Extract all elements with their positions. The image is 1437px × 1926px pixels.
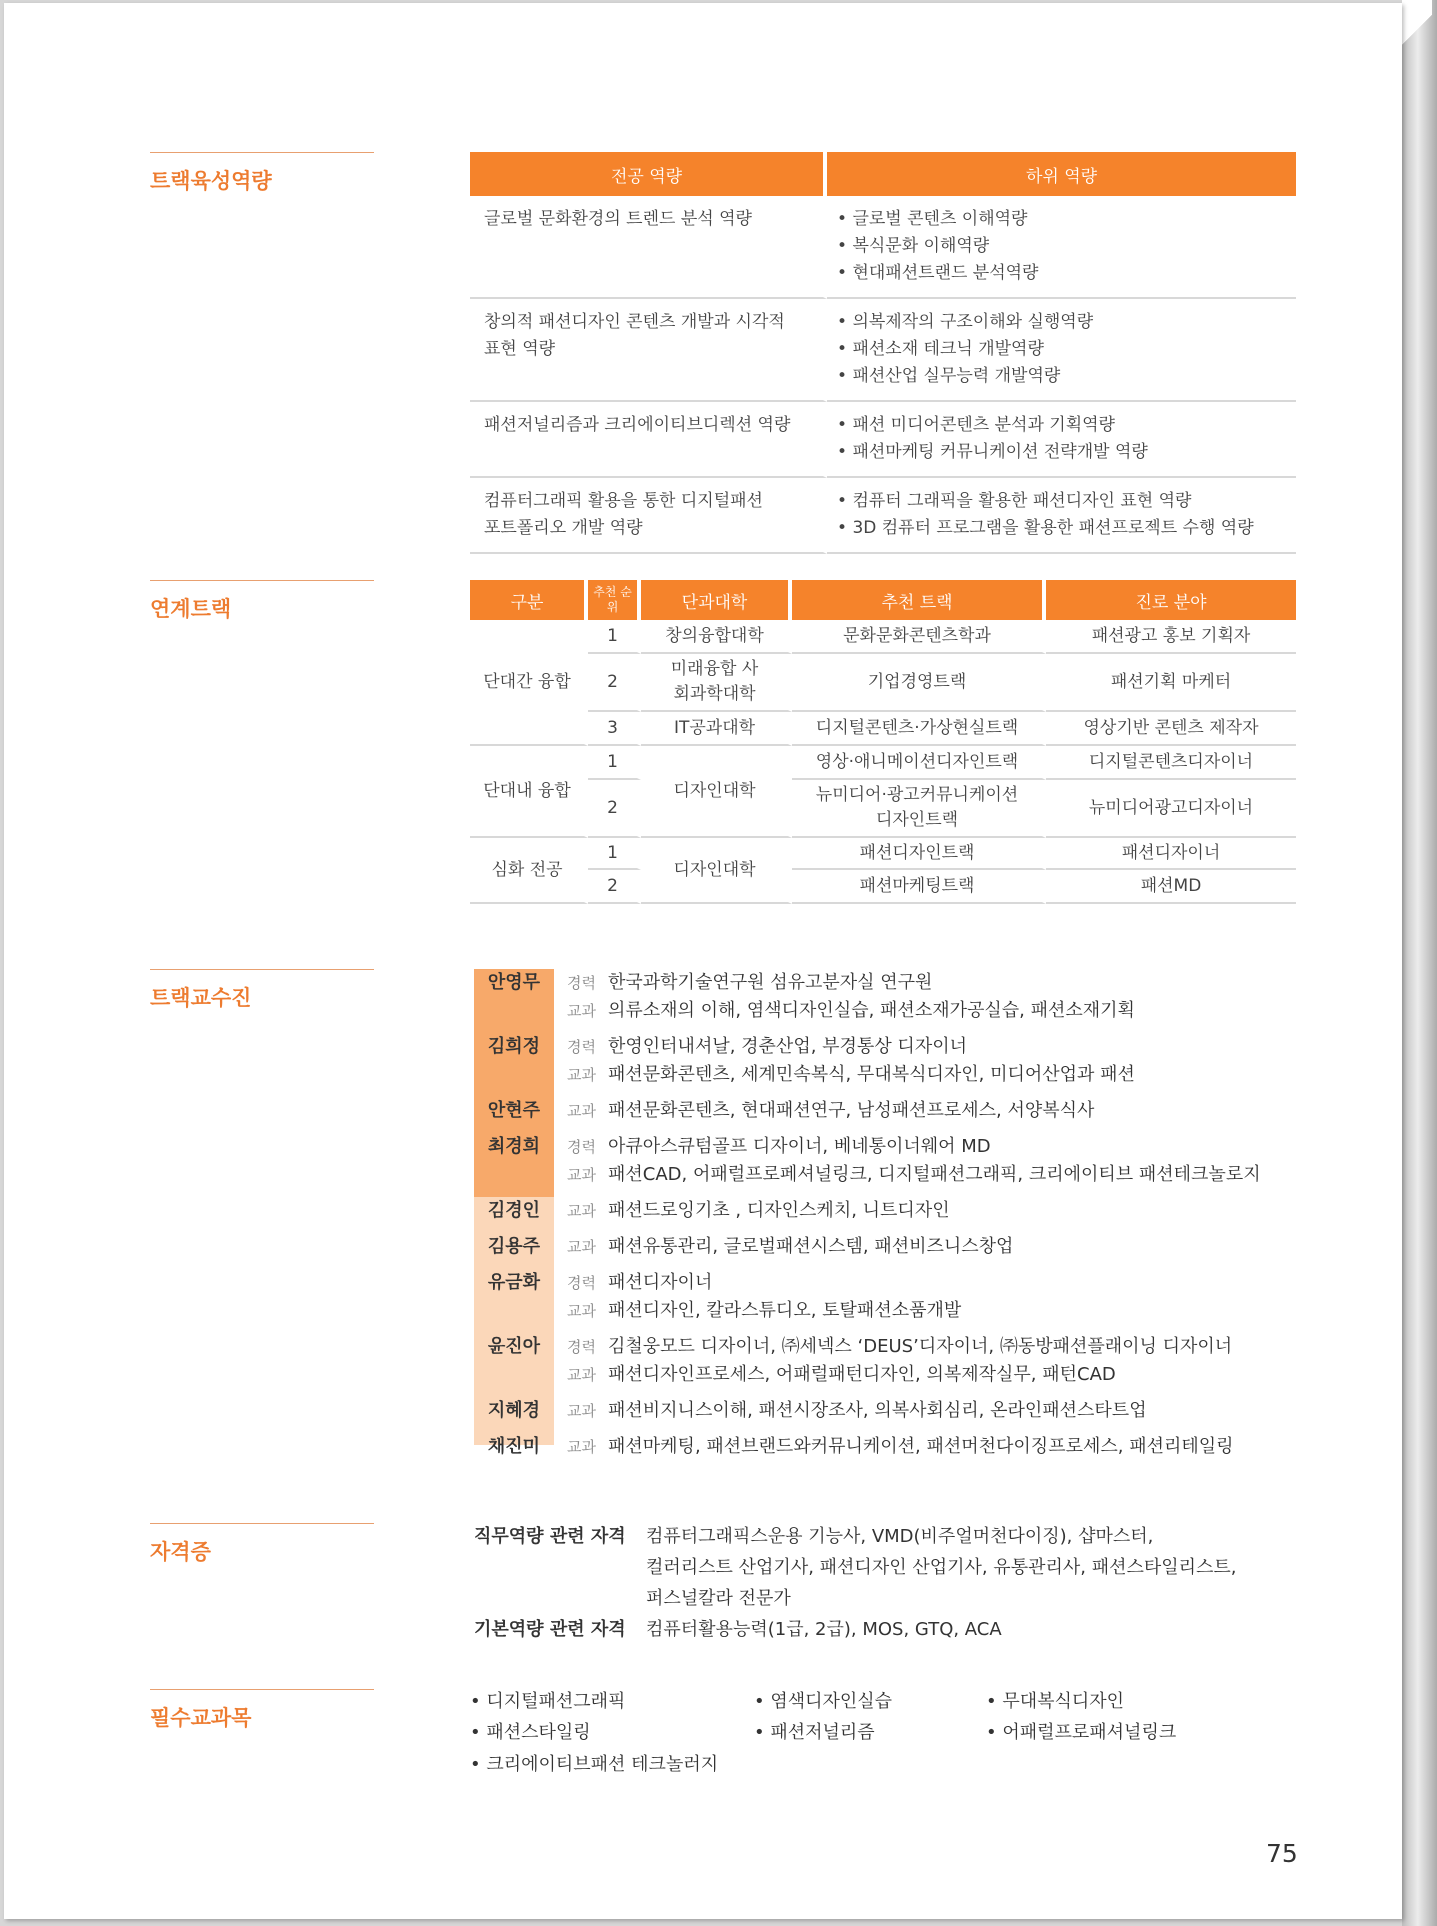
faculty-courses: 패션비지니스이해, 패션시장조사, 의복사회심리, 온라인패션스타트업 <box>608 1400 1147 1421</box>
faculty-row <box>474 1033 1294 1061</box>
faculty-row <box>474 1233 1294 1261</box>
required-course: • 어패럴프로패셔널링크 <box>986 1718 1176 1744</box>
section-rule <box>150 969 374 970</box>
track-cell: 패션디자인트랙 <box>792 838 1046 870</box>
faculty-courses: 의류소재의 이해, 염색디자인실습, 패션소재가공실습, 패션소재기획 <box>608 1000 1135 1021</box>
faculty-courses: 패션CAD, 어패럴프로페셔널링크, 디지털패션그래픽, 크리에이티브 패션테크놀로지 <box>608 1164 1261 1185</box>
rank-cell: 1 <box>588 838 641 870</box>
sub-competency: • 의복제작의 구조이해와 실행역량 <box>837 309 1282 336</box>
faculty-rows <box>474 969 1294 1461</box>
faculty-career: 한영인터내셔날, 경춘산업, 부경통상 디자이너 <box>608 1036 967 1057</box>
basic-cert-label: 기본역량 관련 자격 <box>474 1619 626 1640</box>
course-tag: 교과 <box>567 1202 596 1220</box>
major-competency: 포트폴리오 개발 역량 <box>484 518 643 538</box>
college-text: 미래융합 사회과학대학 <box>670 659 759 704</box>
faculty-name: 김용주 <box>487 1236 541 1257</box>
faculty-row <box>474 1361 1294 1389</box>
career-cell: 패션기획 마케터 <box>1046 654 1296 712</box>
table-row <box>470 746 1296 780</box>
table-row <box>470 654 1296 712</box>
sub-competency: • 패션소재 테크닉 개발역량 <box>837 336 1282 363</box>
career-cell: 패션광고 홍보 기획자 <box>1046 620 1296 654</box>
section-rule <box>150 1689 374 1690</box>
table-row <box>470 838 1296 870</box>
sub-competency: • 패션마케팅 커뮤니케이션 전략개발 역량 <box>837 439 1282 466</box>
faculty-name: 채진미 <box>487 1436 541 1457</box>
page-number: 75 <box>1266 1839 1298 1868</box>
faculty-courses: 패션문화콘텐츠, 현대패션연구, 남성패션프로세스, 서양복식사 <box>608 1100 1095 1121</box>
faculty-name: 김경인 <box>487 1200 541 1221</box>
course-tag: 교과 <box>567 1102 596 1120</box>
required-course: • 무대복식디자인 <box>986 1687 1124 1713</box>
career-tag: 경력 <box>567 1338 596 1356</box>
faculty-row <box>474 997 1294 1025</box>
faculty-courses: 패션문화콘텐츠, 세계민속복식, 무대복식디자인, 미디어산업과 패션 <box>608 1064 1135 1085</box>
faculty-name: 김희정 <box>487 1036 541 1057</box>
sub-competency: • 글로벌 콘텐츠 이해역량 <box>837 206 1282 233</box>
major-competency: 컴퓨터그래픽 활용을 통한 디지털패션 <box>484 491 763 511</box>
college-cell: 디자인대학 <box>641 746 792 838</box>
college-cell: 디자인대학 <box>641 838 792 904</box>
course-tag: 교과 <box>567 1066 596 1084</box>
career-cell: 패션MD <box>1046 870 1296 904</box>
career-cell: 패션디자이너 <box>1046 838 1296 870</box>
group-cell: 단대간 융합 <box>470 620 588 746</box>
faculty-career: 패션디자이너 <box>608 1272 713 1293</box>
job-cert-list <box>646 1521 1237 1614</box>
table-row <box>470 402 1296 478</box>
group-cell: 단대내 융합 <box>470 746 588 838</box>
career-tag: 경력 <box>567 1038 596 1056</box>
rank-cell: 3 <box>588 712 641 746</box>
track-cell: 영상·애니메이션디자인트랙 <box>792 746 1046 780</box>
track-text: 뉴미디어·광고커뮤니케이션 디자인트랙 <box>815 785 1019 830</box>
faculty-row <box>474 1061 1294 1089</box>
sub-competency: • 현대패션트랜드 분석역량 <box>837 260 1282 287</box>
sub-competency: • 3D 컴퓨터 프로그램을 활용한 패션프로젝트 수행 역량 <box>837 515 1282 542</box>
faculty-name: 최경희 <box>487 1136 541 1157</box>
course-tag: 교과 <box>567 1402 596 1420</box>
faculty-name: 안현주 <box>487 1100 541 1121</box>
rank-cell: 2 <box>588 870 641 904</box>
track-cell: 문화문화콘텐츠학과 <box>792 620 1046 654</box>
rank-cell: 1 <box>588 620 641 654</box>
course-tag: 교과 <box>567 1166 596 1184</box>
linked-track-table <box>470 580 1296 904</box>
major-competency: 글로벌 문화환경의 트렌드 분석 역량 <box>484 209 752 229</box>
major-competency: 표현 역량 <box>484 339 556 359</box>
faculty-row <box>474 1133 1294 1161</box>
track-cell: 기업경영트랙 <box>792 654 1046 712</box>
track-cell <box>792 780 1046 838</box>
rank-cell: 1 <box>588 746 641 780</box>
required-course: • 염색디자인실습 <box>754 1687 892 1713</box>
section-title-certs: 자격증 <box>150 1540 211 1564</box>
faculty-row <box>474 1397 1294 1425</box>
faculty-row <box>474 1097 1294 1125</box>
track-cell: 디지털콘텐츠·가상현실트랙 <box>792 712 1046 746</box>
table-row <box>470 780 1296 838</box>
section-rule <box>150 152 374 153</box>
basic-cert-line: 컴퓨터활용능력(1급, 2급), MOS, GTQ, ACA <box>646 1619 1002 1640</box>
section-title-faculty: 트랙교수진 <box>150 986 252 1010</box>
faculty-row <box>474 1333 1294 1361</box>
table-row <box>470 870 1296 904</box>
college-cell: 창의융합대학 <box>641 620 792 654</box>
rank-cell: 2 <box>588 780 641 838</box>
faculty-name: 유금화 <box>487 1272 541 1293</box>
faculty-courses: 패션마케팅, 패션브랜드와커뮤니케이션, 패션머천다이징프로세스, 패션리테일링 <box>608 1436 1234 1457</box>
table-row <box>470 299 1296 402</box>
career-cell: 뉴미디어광고디자이너 <box>1046 780 1296 838</box>
required-course: • 패션저널리즘 <box>754 1718 875 1744</box>
col-header-sub: 하위 역량 <box>827 152 1296 196</box>
document-page <box>4 3 1402 1919</box>
career-tag: 경력 <box>567 1138 596 1156</box>
col-header-rank: 추천 순위 <box>588 580 641 620</box>
faculty-career: 아큐아스큐텀골프 디자이너, 베네통이너웨어 MD <box>608 1136 991 1157</box>
required-course: • 패션스타일링 <box>470 1718 591 1744</box>
faculty-career: 김철웅모드 디자이너, ㈜세넥스 ‘DEUS’디자이너, ㈜동방패션플래이닝 디자이너 <box>608 1336 1233 1357</box>
faculty-career: 한국과학기술연구원 섬유고분자실 연구원 <box>608 972 933 993</box>
job-cert-line: 컬러리스트 산업기사, 패션디자인 산업기사, 유통관리사, 패션스타일리스트, <box>646 1557 1237 1578</box>
page-curl-edge <box>1402 0 1437 1926</box>
table-row <box>470 712 1296 746</box>
college-cell <box>641 654 792 712</box>
competency-table <box>470 152 1296 554</box>
sub-competency: • 패션 미디어콘텐츠 분석과 기획역량 <box>837 412 1282 439</box>
track-cell: 패션마케팅트랙 <box>792 870 1046 904</box>
col-header-type: 구분 <box>470 580 588 620</box>
col-header-track: 추천 트랙 <box>792 580 1046 620</box>
course-tag: 교과 <box>567 1302 596 1320</box>
sub-competency: • 복식문화 이해역량 <box>837 233 1282 260</box>
section-title-competency: 트랙육성역량 <box>150 169 272 193</box>
faculty-row <box>474 1433 1294 1461</box>
faculty-name: 안영무 <box>487 972 541 993</box>
faculty-row <box>474 1161 1294 1189</box>
required-course: • 디지털패션그래픽 <box>470 1687 625 1713</box>
faculty-courses: 패션드로잉기초 , 디자인스케치, 니트디자인 <box>608 1200 950 1221</box>
table-row <box>470 478 1296 554</box>
sub-competency: • 컴퓨터 그래픽을 활용한 패션디자인 표현 역량 <box>837 488 1282 515</box>
table-row <box>470 620 1296 654</box>
course-tag: 교과 <box>567 1238 596 1256</box>
career-cell: 디지털콘텐츠디자이너 <box>1046 746 1296 780</box>
faculty-row <box>474 1269 1294 1297</box>
job-cert-label: 직무역량 관련 자격 <box>474 1526 626 1547</box>
career-tag: 경력 <box>567 974 596 992</box>
sub-competency: • 패션산업 실무능력 개발역량 <box>837 363 1282 390</box>
career-cell: 영상기반 콘텐츠 제작자 <box>1046 712 1296 746</box>
faculty-courses: 패션디자인프로세스, 어패럴패턴디자인, 의복제작실무, 패턴CAD <box>608 1364 1116 1385</box>
col-header-college: 단과대학 <box>641 580 792 620</box>
faculty-row <box>474 1197 1294 1225</box>
course-tag: 교과 <box>567 1438 596 1456</box>
faculty-row <box>474 1297 1294 1325</box>
job-cert-line: 컴퓨터그래픽스운용 기능사, VMD(비주얼머천다이징), 샵마스터, <box>646 1526 1154 1547</box>
career-tag: 경력 <box>567 1274 596 1292</box>
college-cell: IT공과대학 <box>641 712 792 746</box>
section-rule <box>150 1523 374 1524</box>
course-tag: 교과 <box>567 1002 596 1020</box>
table-row <box>470 196 1296 299</box>
major-competency: 창의적 패션디자인 콘텐츠 개발과 시각적 <box>484 312 785 332</box>
section-title-required: 필수교과목 <box>150 1706 252 1730</box>
major-competency: 패션저널리즘과 크리에이티브디렉션 역량 <box>484 415 791 435</box>
faculty-row <box>474 969 1294 997</box>
faculty-name: 윤진아 <box>487 1336 541 1357</box>
job-cert-line: 퍼스널칼라 전문가 <box>646 1588 791 1609</box>
col-header-career: 진로 분야 <box>1046 580 1296 620</box>
rank-cell: 2 <box>588 654 641 712</box>
faculty-courses: 패션유통관리, 글로벌패션시스템, 패션비즈니스창업 <box>608 1236 1014 1257</box>
course-tag: 교과 <box>567 1366 596 1384</box>
required-course: • 크리에이티브패션 테크놀러지 <box>470 1750 718 1776</box>
section-rule <box>150 580 374 581</box>
faculty-courses: 패션디자인, 칼라스튜디오, 토탈패션소품개발 <box>608 1300 962 1321</box>
col-header-major: 전공 역량 <box>470 152 827 196</box>
group-cell: 심화 전공 <box>470 838 588 904</box>
section-title-linked: 연계트랙 <box>150 597 232 621</box>
faculty-name: 지혜경 <box>487 1400 541 1421</box>
